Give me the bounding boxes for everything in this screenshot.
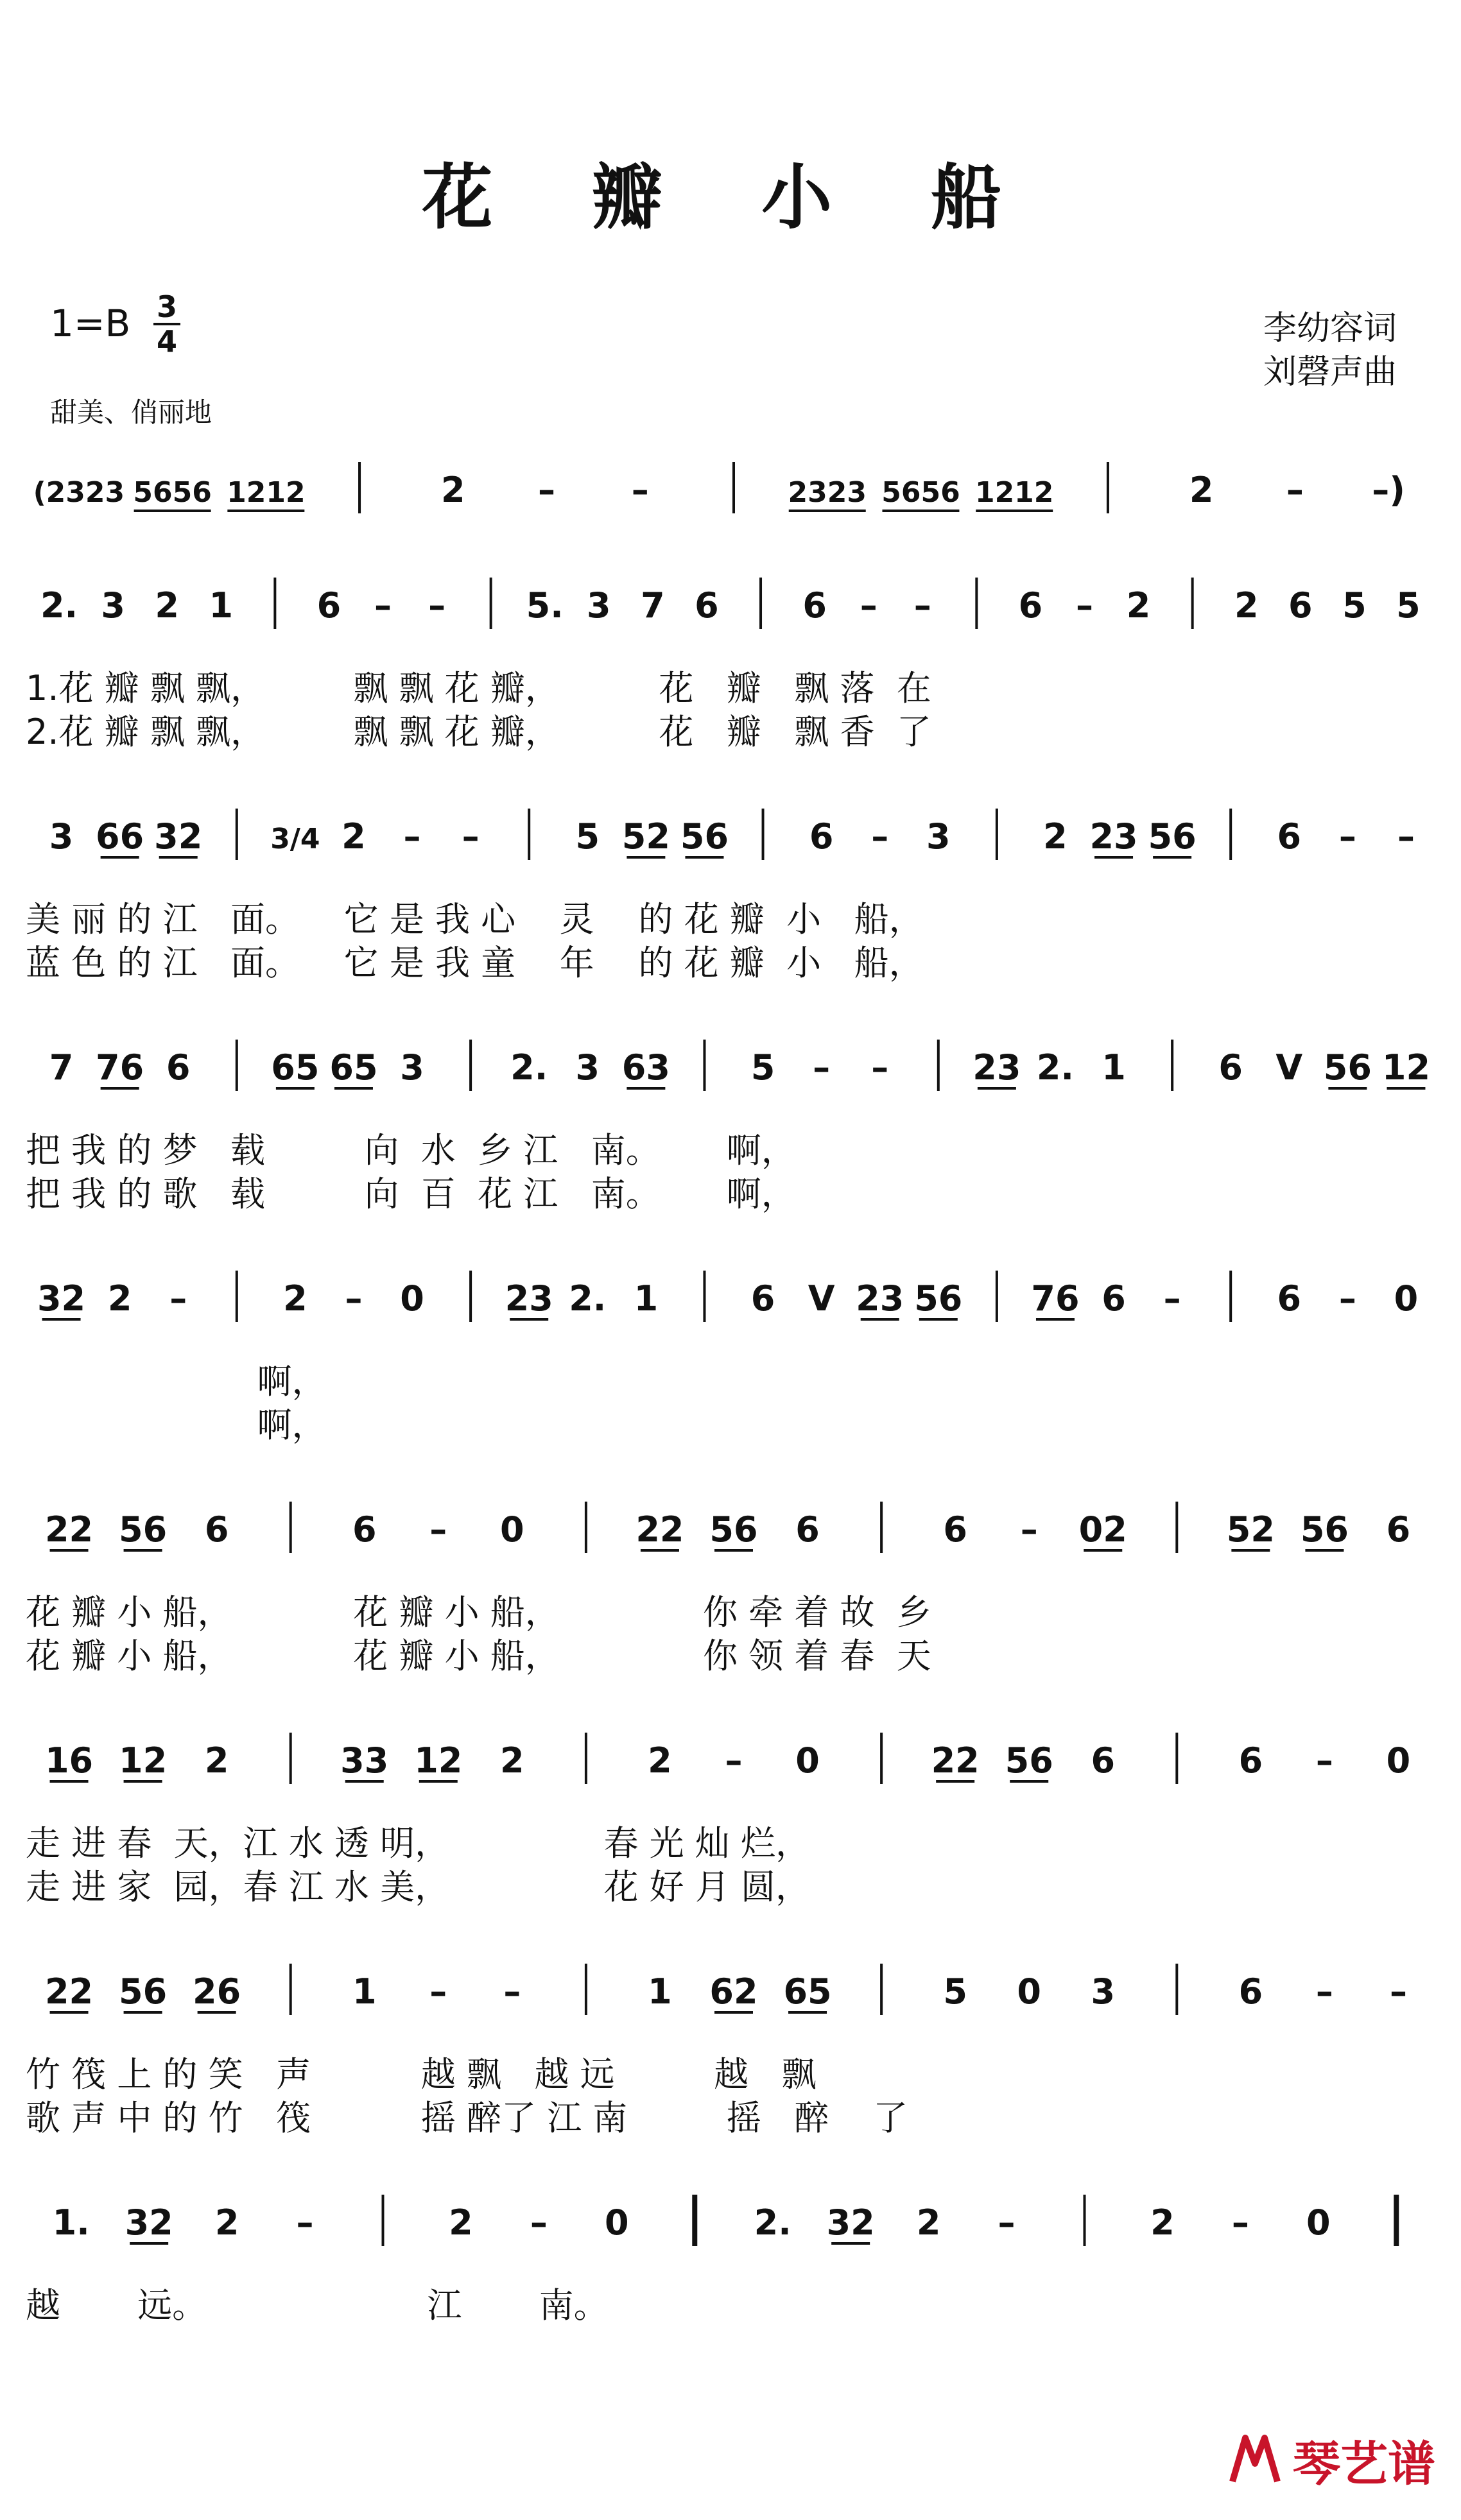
note-token: 1. <box>52 2202 90 2243</box>
lyric-line: 越 远。 江 南。 <box>26 2285 609 2326</box>
note-token: V <box>808 1278 835 1319</box>
note-token: 02 <box>1078 1509 1127 1550</box>
notes-line <box>0 1258 1461 1328</box>
note-token: 56 <box>914 1278 963 1319</box>
lyric-line: 美 丽 的 江 面。 它 是 我 心 灵 的 花 瓣 小 船， <box>26 899 924 939</box>
expression-mark: 甜美、俏丽地 <box>50 397 212 428</box>
notes-svg <box>0 796 1461 873</box>
note-token: 3 <box>400 1047 424 1088</box>
note-token: 3/4 <box>270 823 320 855</box>
lyric-line: 2.花 瓣 飘 飘， 飘 飘 花 瓣， 花 瓣 飘 香 了 <box>26 712 931 752</box>
note-token: (2323 <box>33 476 125 509</box>
note-token: 66 <box>96 816 144 857</box>
note-token: 5 <box>943 1971 967 2012</box>
note-token: – <box>1397 816 1415 857</box>
note-token: 32 <box>37 1278 86 1319</box>
note-token: 5656 <box>881 476 960 509</box>
note-token: – <box>1338 816 1356 857</box>
note-token: 56 <box>709 1509 758 1550</box>
note-token: 6 <box>1091 1740 1116 1781</box>
notes-svg <box>0 449 1461 526</box>
credits <box>1263 307 1397 394</box>
note-token: 16 <box>44 1740 94 1781</box>
note-token: – <box>1020 1509 1038 1550</box>
note-token: – <box>1389 1971 1407 2012</box>
note-token: 23 <box>505 1278 553 1319</box>
note-token: 3 <box>101 585 125 626</box>
note-token: 2. <box>1036 1047 1075 1088</box>
note-token: – <box>998 2202 1016 2243</box>
note-token: – <box>169 1278 187 1319</box>
note-token: 6 <box>1288 585 1313 626</box>
notes-line <box>0 449 1461 520</box>
note-token: 52 <box>1226 1509 1275 1550</box>
note-token: 6 <box>1102 1278 1126 1319</box>
note-token: 0 <box>1306 2202 1331 2243</box>
note-token: 1 <box>1102 1047 1126 1088</box>
note-token: – <box>871 816 889 857</box>
note-token: 7 <box>641 585 665 626</box>
notes-line <box>0 1951 1461 2021</box>
note-token: 2 <box>283 1278 307 1319</box>
note-token: 1212 <box>974 476 1054 509</box>
note-token: – <box>913 585 931 626</box>
note-token: 6 <box>1238 1971 1263 2012</box>
note-token: 5 <box>1396 585 1421 626</box>
note-token: – <box>1315 1740 1333 1781</box>
note-token: 3 <box>49 816 74 857</box>
note-token: 56 <box>1005 1740 1053 1781</box>
lyric-line: 啊， <box>26 1361 327 1401</box>
notes-svg <box>0 565 1461 642</box>
note-token: – <box>374 585 392 626</box>
note-token: 6 <box>795 1509 820 1550</box>
note-token: 2 <box>441 470 465 510</box>
note-token: 6 <box>1277 816 1302 857</box>
note-token: 0 <box>1386 1740 1411 1781</box>
note-token: 32 <box>125 2202 173 2243</box>
note-token: 1 <box>634 1278 659 1319</box>
note-token: 6 <box>809 816 834 857</box>
note-token: – <box>428 585 446 626</box>
note-token: 52 <box>621 816 670 857</box>
time-signature <box>151 289 183 359</box>
lyric-line: 走 进 家 园，春 江 水 美， 花 好 月 圆， <box>26 1867 810 1907</box>
composer: 刘磬声曲 <box>1263 353 1397 391</box>
lyric-line: 啊， <box>26 1405 327 1445</box>
lyric-line: 走 进 春 天，江 水 透 明， 春 光 灿 烂， <box>26 1823 810 1864</box>
note-token: 6 <box>316 585 341 626</box>
note-token: 6 <box>166 1047 191 1088</box>
note-token: 2. <box>40 585 78 626</box>
lyric-line: 蓝 色 的 江 面。 它 是 我 童 年 的 花 瓣 小 船， <box>26 943 924 983</box>
note-token: 2 <box>1234 585 1259 626</box>
note-token: 0 <box>500 1509 524 1550</box>
note-token: 2 <box>648 1740 672 1781</box>
notes-svg <box>0 1951 1461 2028</box>
lyricist: 李幼容词 <box>1263 309 1397 348</box>
note-token: 32 <box>154 816 203 857</box>
note-token: 22 <box>44 1971 94 2012</box>
notes-svg <box>0 1258 1461 1335</box>
note-token: 2 <box>1126 585 1151 626</box>
note-token: 0 <box>1017 1971 1041 2012</box>
note-token: 5 <box>750 1047 775 1088</box>
note-token: 2 <box>449 2202 473 2243</box>
note-token: – <box>296 2202 314 2243</box>
note-token: – <box>403 816 421 857</box>
note-token: 6 <box>1218 1047 1243 1088</box>
note-token: 0 <box>795 1740 820 1781</box>
notes-line <box>0 1720 1461 1790</box>
note-token: 1 <box>209 585 234 626</box>
note-token: – <box>725 1740 743 1781</box>
note-token: – <box>530 2202 548 2243</box>
note-token: 5. <box>526 585 564 626</box>
note-token: 2 <box>204 1740 229 1781</box>
note-token: 12 <box>1381 1047 1431 1088</box>
note-token: 2 <box>155 585 179 626</box>
note-token: 1212 <box>227 476 306 509</box>
note-token: 2 <box>214 2202 239 2243</box>
note-token: –) <box>1372 470 1405 510</box>
lyric-line: 1.花 瓣 飘 飘， 飘 飘 花 瓣， 花 瓣 飘 落 在 <box>26 668 931 708</box>
note-token: 22 <box>635 1509 684 1550</box>
note-token: 56 <box>1148 816 1197 857</box>
note-token: – <box>631 470 649 510</box>
note-token: 56 <box>680 816 729 857</box>
lyric-line: 把 我 的 梦 载 向 水 乡 江 南。 啊， <box>26 1130 796 1170</box>
note-token: 33 <box>340 1740 389 1781</box>
note-token: – <box>1338 1278 1356 1319</box>
note-token: 2 <box>916 2202 941 2243</box>
lyric-line: 歌 声 中 的 竹 筏 摇 醉了 江 南 摇 醉 了 <box>26 2098 908 2138</box>
note-token: 22 <box>931 1740 980 1781</box>
note-token: – <box>813 1047 831 1088</box>
note-token: 5 <box>575 816 600 857</box>
lyric-line: 花 瓣 小 船， 花 瓣 小 船， 你 领 着 春 天 <box>26 1636 931 1676</box>
note-token: – <box>429 1971 447 2012</box>
note-token: 65 <box>271 1047 320 1088</box>
note-token: 3 <box>1091 1971 1116 2012</box>
note-token: – <box>1286 470 1304 510</box>
note-token: 6 <box>1018 585 1043 626</box>
notes-svg <box>0 1489 1461 1566</box>
note-token: V <box>1275 1047 1303 1088</box>
notes-svg <box>0 2182 1461 2259</box>
note-token: 23 <box>973 1047 1021 1088</box>
key-signature: 1=B <box>50 302 131 345</box>
notes-line <box>0 796 1461 866</box>
note-token: 65 <box>329 1047 378 1088</box>
site-logo <box>1226 2426 1435 2494</box>
note-token: – <box>1231 2202 1249 2243</box>
note-token: 32 <box>826 2202 875 2243</box>
note-token: 26 <box>193 1971 241 2012</box>
notes-line <box>0 1489 1461 1559</box>
note-token: 56 <box>119 1509 168 1550</box>
note-token: – <box>345 1278 363 1319</box>
note-token: 2. <box>754 2202 791 2243</box>
note-token: – <box>1315 1971 1333 2012</box>
note-token: 2 <box>1189 470 1214 510</box>
note-token: 6 <box>1386 1509 1411 1550</box>
note-token: 76 <box>1031 1278 1080 1319</box>
note-token: 6 <box>943 1509 967 1550</box>
notes-line <box>0 2182 1461 2252</box>
note-token: 1 <box>648 1971 672 2012</box>
note-token: 23 <box>1089 816 1138 857</box>
note-token: 2 <box>1150 2202 1175 2243</box>
note-token: – <box>503 1971 521 2012</box>
lyric-line: 花 瓣 小 船， 花 瓣 小 船， 你 牵 着 故 乡 <box>26 1592 931 1633</box>
note-token: 1 <box>352 1971 377 2012</box>
notes-line <box>0 1027 1461 1097</box>
note-token: 2 <box>500 1740 524 1781</box>
note-token: 56 <box>119 1971 168 2012</box>
note-token: 56 <box>1323 1047 1372 1088</box>
note-token: 6 <box>695 585 719 626</box>
note-token: 6 <box>352 1509 377 1550</box>
note-token: 5 <box>1342 585 1367 626</box>
lyric-line: 把 我 的 歌 载 向 百 花 江 南。 啊， <box>26 1174 796 1214</box>
note-token: 6 <box>1277 1278 1302 1319</box>
note-token: 12 <box>119 1740 168 1781</box>
notes-svg <box>0 1027 1461 1104</box>
note-token: 3 <box>575 1047 600 1088</box>
note-token: 2. <box>569 1278 607 1319</box>
note-token: – <box>462 816 480 857</box>
note-token: 12 <box>414 1740 463 1781</box>
note-token: 6 <box>802 585 827 626</box>
note-token: 22 <box>44 1509 94 1550</box>
note-token: – <box>538 470 556 510</box>
notes-svg <box>0 1720 1461 1797</box>
note-token: 62 <box>709 1971 758 2012</box>
logo-text: 琴艺谱 <box>1293 2437 1435 2492</box>
note-token: 63 <box>621 1047 670 1088</box>
note-token: 0 <box>1394 1278 1419 1319</box>
note-token: 3 <box>926 816 951 857</box>
note-token: 2. <box>510 1047 548 1088</box>
lyric-line: 竹 筏 上 的 笑 声 越 飘 越 远 越 飘 <box>26 2054 817 2095</box>
note-token: 56 <box>1300 1509 1349 1550</box>
logo-icon <box>1226 2431 1284 2489</box>
note-token: – <box>1163 1278 1181 1319</box>
note-token: 5656 <box>133 476 212 509</box>
meter-bottom: 4 <box>156 324 177 359</box>
notes-line <box>0 565 1461 635</box>
note-token: 0 <box>605 2202 629 2243</box>
note-token: – <box>871 1047 889 1088</box>
note-token: 76 <box>96 1047 144 1088</box>
note-token: 2 <box>107 1278 132 1319</box>
note-token: 6 <box>204 1509 229 1550</box>
note-token: 2 <box>1043 816 1068 857</box>
note-token: – <box>1076 585 1093 626</box>
note-token: 2 <box>341 816 366 857</box>
note-token: 65 <box>783 1971 832 2012</box>
page-title: 花 瓣 小 船 <box>422 156 1039 239</box>
note-token: 7 <box>49 1047 74 1088</box>
note-token: 2323 <box>788 476 867 509</box>
note-token: 23 <box>856 1278 904 1319</box>
note-token: – <box>860 585 877 626</box>
note-token: 3 <box>587 585 611 626</box>
note-token: 0 <box>400 1278 424 1319</box>
note-token: 6 <box>1238 1740 1263 1781</box>
meter-top: 3 <box>156 289 177 324</box>
note-token: – <box>429 1509 447 1550</box>
note-token: 6 <box>750 1278 775 1319</box>
